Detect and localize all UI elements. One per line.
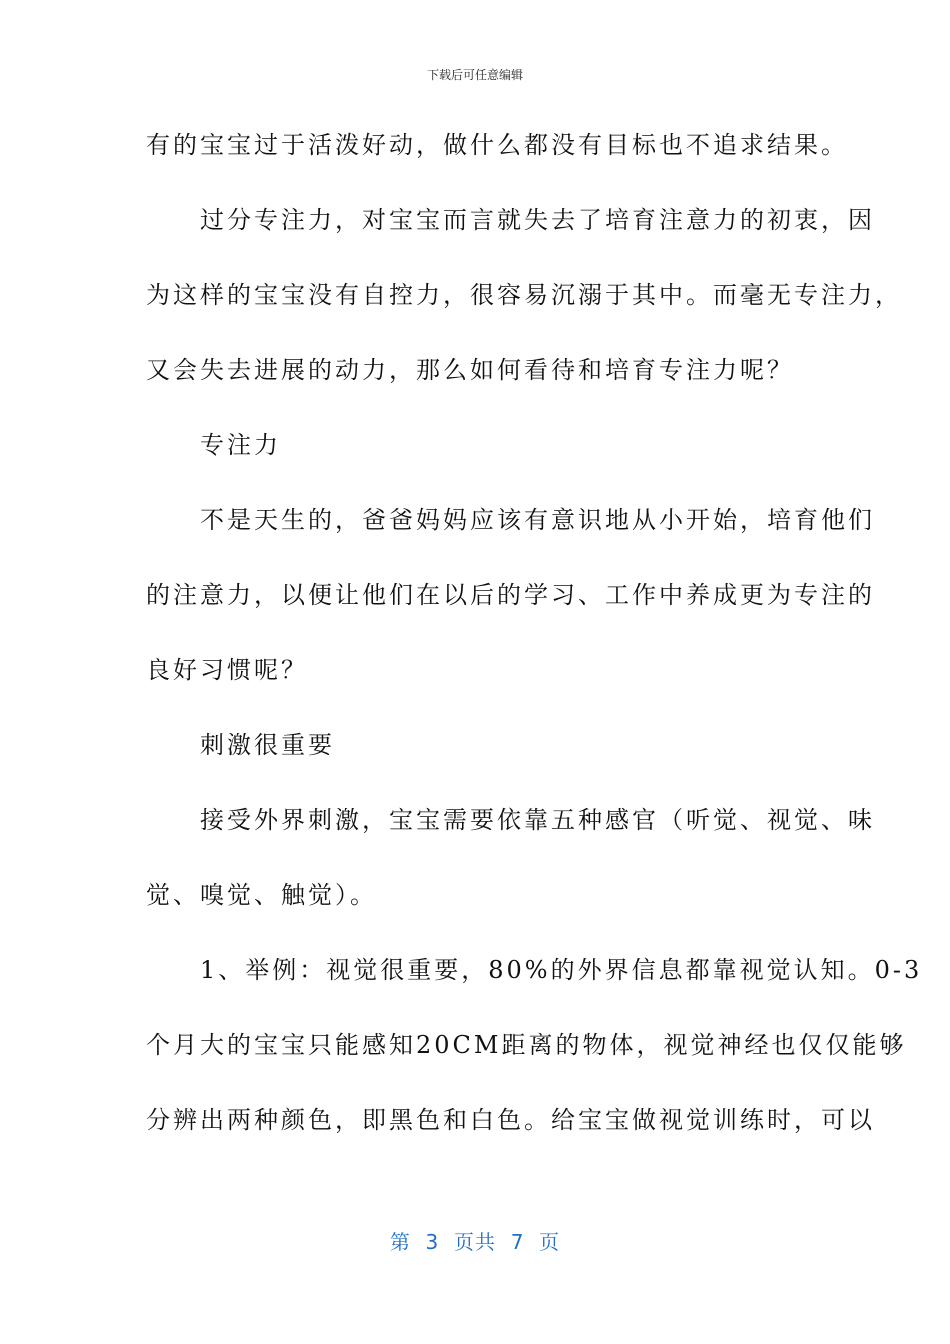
body-line-1: 有的宝宝过于活泼好动，做什么都没有目标也不追求结果。 <box>146 131 848 159</box>
page-header: 下载后可任意编辑 <box>426 68 523 82</box>
body-line-2: 过分专注力，对宝宝而言就失去了培育注意力的初衷，因 <box>146 206 875 234</box>
body-line-14: 分辨出两种颜色，即黑色和白色。给宝宝做视觉训练时，可以 <box>146 1106 875 1134</box>
body-line-13: 个月大的宝宝只能感知20CM距离的物体，视觉神经也仅仅能够 <box>146 1031 907 1059</box>
body-line-10: 接受外界刺激，宝宝需要依靠五种感官（听觉、视觉、味 <box>146 806 875 834</box>
body-line-4: 又会失去进展的动力，那么如何看待和培育专注力呢？ <box>146 356 794 384</box>
body-line-8: 良好习惯呢？ <box>146 656 308 684</box>
body-line-3: 为这样的宝宝没有自控力，很容易沉溺于其中。而毫无专注力， <box>146 281 902 309</box>
page-footer: 第 3 页共 7 页 <box>389 1230 561 1254</box>
body-line-6: 不是天生的，爸爸妈妈应该有意识地从小开始，培育他们 <box>146 506 875 534</box>
body-line-7: 的注意力，以便让他们在以后的学习、工作中养成更为专注的 <box>146 581 875 609</box>
section-heading-focus: 专注力 <box>146 431 281 459</box>
section-heading-stimulus: 刺激很重要 <box>146 731 335 759</box>
body-line-11: 觉、嗅觉、触觉）。 <box>146 881 377 909</box>
body-line-12: 1、举例：视觉很重要，80%的外界信息都靠视觉认知。0-3 <box>146 956 923 984</box>
